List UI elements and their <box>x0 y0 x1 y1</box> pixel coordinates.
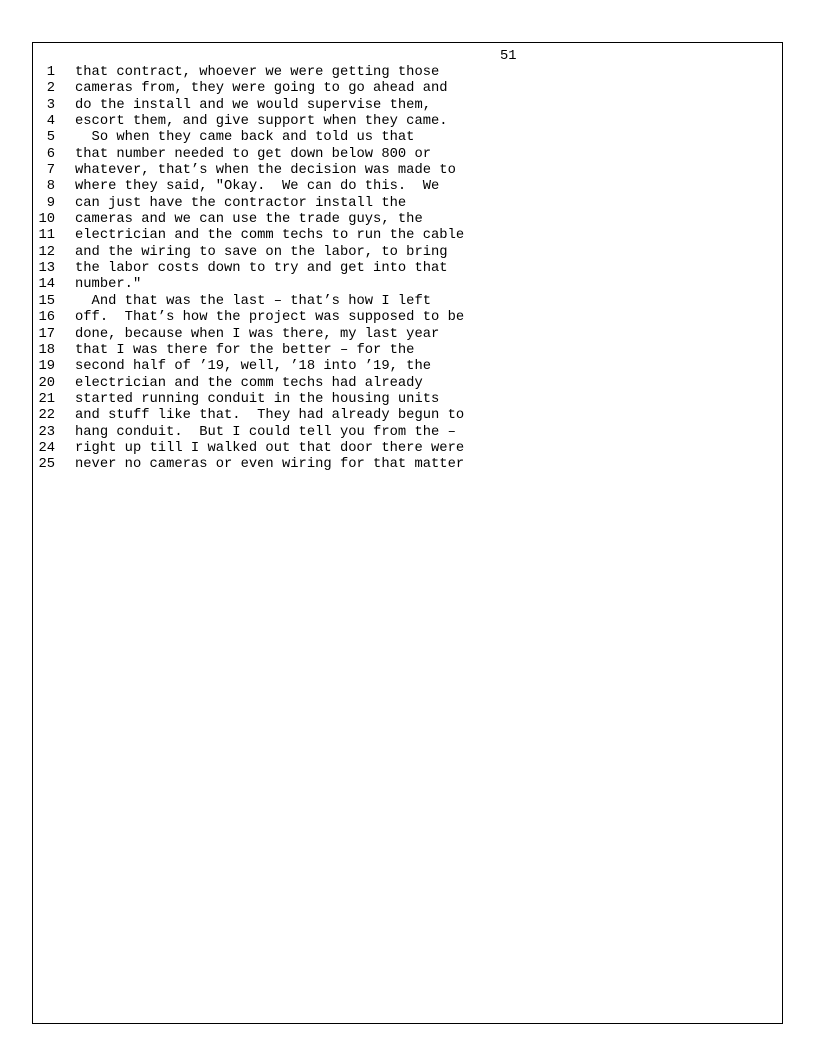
line-text: electrician and the comm techs had already <box>75 375 423 391</box>
line-number: 15 <box>38 293 55 309</box>
line-text: started running conduit in the housing units <box>75 391 440 407</box>
line-number: 3 <box>46 97 55 113</box>
line-number: 20 <box>38 375 55 391</box>
line-number: 17 <box>38 326 55 342</box>
line-text: and stuff like that. They had already begun to <box>75 408 465 424</box>
line-number: 6 <box>46 146 55 162</box>
line-number: 4 <box>46 114 55 130</box>
line-text: do the install and we would supervise them, <box>75 97 432 113</box>
line-text: whatever, that’s when the decision was made to <box>75 163 456 179</box>
line-text: that I was there for the better – for the <box>75 342 415 358</box>
line-number: 5 <box>46 130 55 146</box>
line-number: 21 <box>38 391 55 407</box>
line-number: 11 <box>38 228 55 244</box>
line-number: 22 <box>38 408 55 424</box>
line-number: 14 <box>38 277 55 293</box>
line-text: So when they came back and told us that <box>75 130 415 146</box>
line-text: And that was the last – that’s how I left <box>75 293 432 309</box>
line-text: where they said, "Okay. We can do this. We <box>75 179 440 195</box>
line-text: electrician and the comm techs to run the cable <box>75 228 465 244</box>
line-text: can just have the contractor install the <box>75 195 407 211</box>
line-text: the labor costs down to try and get into that <box>75 261 448 277</box>
line-text: second half of ’19, well, ’18 into ’19, the <box>75 359 432 375</box>
line-number: 19 <box>38 359 55 375</box>
line-text: and the wiring to save on the labor, to bring <box>75 244 448 260</box>
line-text: off. That’s how the project was supposed to be <box>75 310 465 326</box>
line-number: 13 <box>38 261 55 277</box>
line-number: 7 <box>46 163 55 179</box>
line-number: 9 <box>46 195 55 211</box>
line-text: cameras and we can use the trade guys, the <box>75 212 423 228</box>
line-text: right up till I walked out that door there were <box>75 440 465 456</box>
line-text: that number needed to get down below 800 or <box>75 146 432 162</box>
line-number: 23 <box>38 424 55 440</box>
line-text: never no cameras or even wiring for that matter <box>75 457 465 473</box>
line-text: that contract, whoever we were getting those <box>75 65 440 80</box>
page-number: 51 <box>500 49 517 64</box>
line-text: done, because when I was there, my last year <box>75 326 440 342</box>
line-number: 16 <box>38 310 55 326</box>
line-text: number." <box>75 277 142 293</box>
line-number: 10 <box>38 212 55 228</box>
line-number: 1 <box>46 65 55 80</box>
line-text: cameras from, they were going to go ahead and <box>75 81 448 97</box>
line-number: 25 <box>38 457 55 473</box>
line-text: escort them, and give support when they came. <box>75 114 448 130</box>
line-number: 8 <box>46 179 55 195</box>
line-number: 12 <box>38 244 55 260</box>
line-number: 2 <box>46 81 55 97</box>
line-text: hang conduit. But I could tell you from the – <box>75 424 456 440</box>
line-number: 18 <box>38 342 55 358</box>
transcript-page <box>32 42 783 1024</box>
line-number: 24 <box>38 440 55 456</box>
